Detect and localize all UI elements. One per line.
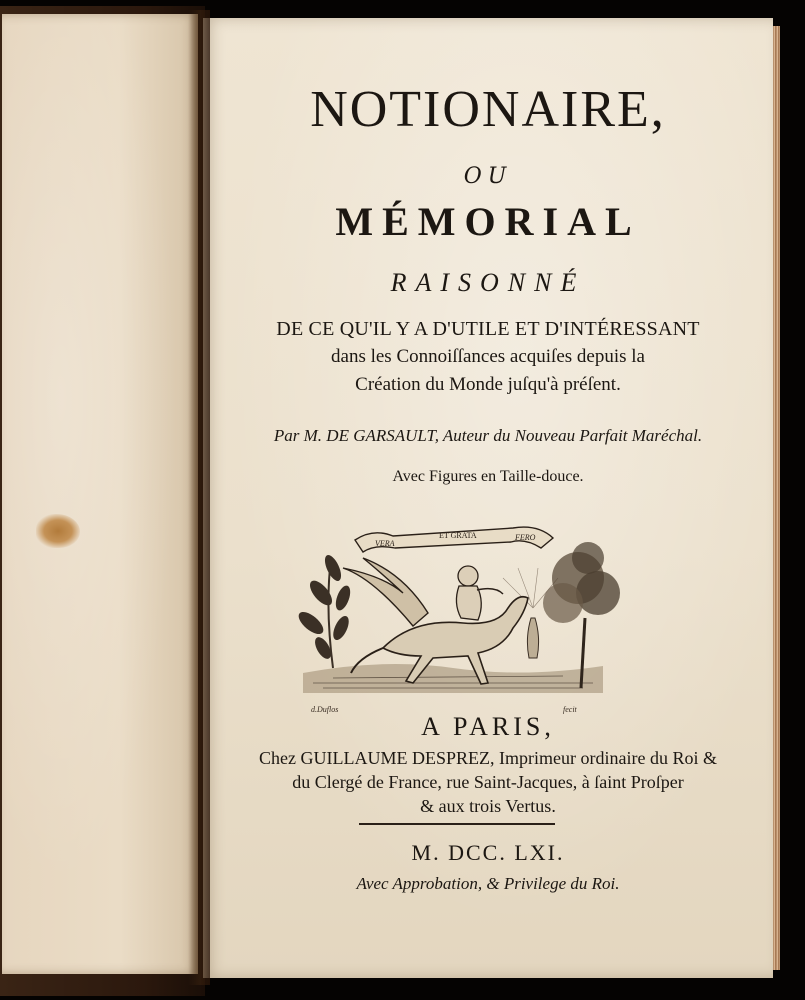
title-raisonne: RAISONNÉ (390, 268, 586, 297)
double-rule-divider (359, 823, 555, 825)
imprint-line-1: Chez GUILLAUME DESPREZ, Imprimeur ordinaire du Roi & (259, 748, 717, 768)
distant-figure (527, 618, 538, 658)
subtitle-line-2: dans les Connoiſſances acquiſes depuis la (331, 346, 645, 367)
laurel-branch-left (295, 553, 353, 668)
tree-right (543, 542, 620, 688)
blank-flyleaf-page (2, 14, 198, 974)
gutter-shadow (188, 10, 210, 985)
engraver-signature: d.Duflos (311, 705, 339, 714)
title-page (203, 18, 773, 978)
foxing-stain (36, 514, 80, 548)
author-line: Par M. DE GARSAULT, Auteur du Nouveau Parfait Maréchal. (273, 426, 703, 445)
engraving-ground (303, 664, 603, 693)
cherub-rider (456, 566, 503, 620)
figures-note: Avec Figures en Taille-douce. (392, 468, 584, 485)
engraver-fecit: fecit (563, 705, 577, 714)
publication-year: M. DCC. LXI. (411, 840, 565, 865)
title-memorial: MÉMORIAL (335, 199, 641, 244)
banner-text-center: ET GRATA (439, 531, 477, 540)
banner-text-right: FERO (515, 533, 536, 542)
subtitle-line-1: DE CE QU'IL Y A D'UTILE ET D'INTÉRESSANT (276, 318, 700, 340)
conjunction-ou: OU (463, 164, 513, 189)
banner-text-left: VERA (375, 539, 395, 548)
imprint-line-3: & aux trois Vertus. (420, 796, 556, 816)
place-of-publication: A PARIS, (421, 712, 555, 741)
subtitle-line-3: Création du Monde juſqu'à préſent. (355, 374, 621, 395)
book-title: NOTIONAIRE, (310, 81, 666, 138)
vignette-engraving (263, 498, 643, 718)
imprint-line-2: du Clergé de France, rue Saint-Jacques, à ſaint Proſper (292, 772, 684, 792)
privilege-line: Avec Approbation, & Privilege du Roi. (356, 874, 620, 893)
